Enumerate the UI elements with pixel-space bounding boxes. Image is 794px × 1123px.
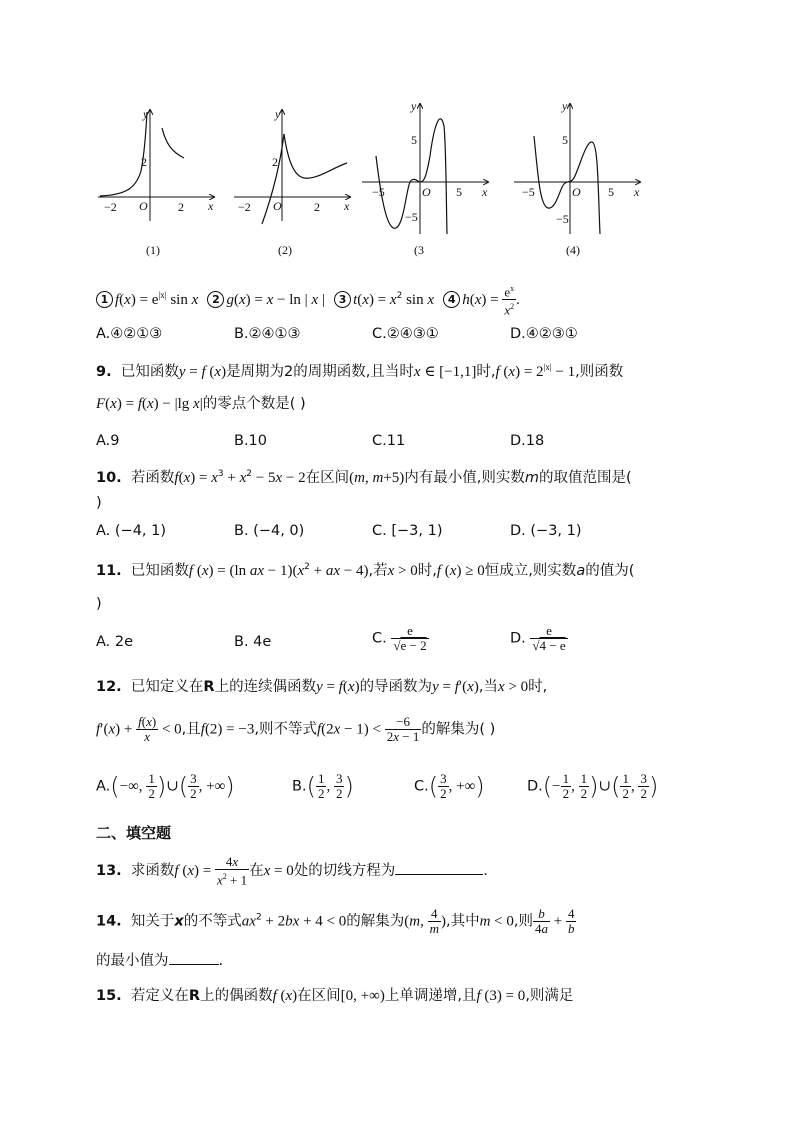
q15-stem-line1: 15. 若定义在R上的偶函数f (x)在区间[0, +∞)上单调递增,且f (3) = 0,则满足 bbox=[96, 988, 574, 1004]
graph-4 bbox=[512, 96, 652, 236]
q10-stem-line2: ) bbox=[96, 495, 102, 511]
q12-text: 的导函数为 bbox=[359, 679, 433, 695]
circle-number: 3 bbox=[334, 291, 351, 308]
q15-text: 上的偶函数 bbox=[200, 988, 273, 1004]
q15-text: ,则满足 bbox=[525, 988, 574, 1004]
tick-label: 5 bbox=[456, 185, 462, 199]
tick-label: 2 bbox=[141, 155, 147, 169]
x-axis-label: x bbox=[208, 199, 214, 213]
q9-stem-line2: F(x) = f(x) − |lg x|的零点个数是( ) bbox=[96, 396, 306, 412]
q15-text: 在区间 bbox=[297, 988, 341, 1004]
q14-text: 的不等式 bbox=[183, 913, 242, 930]
q12-text: ,且 bbox=[181, 721, 201, 738]
x-axis-label: x bbox=[344, 199, 350, 213]
circle-number: 4 bbox=[443, 291, 460, 308]
question-number: 9. bbox=[96, 364, 112, 380]
graph-caption-1: (1) bbox=[146, 243, 160, 257]
q11-text: 已知函数 bbox=[130, 562, 189, 579]
q12-text: 时, bbox=[528, 679, 548, 695]
tick-label: 5 bbox=[411, 133, 417, 147]
option-label: C. bbox=[414, 778, 429, 795]
q12-text: ,当 bbox=[478, 679, 498, 695]
q14-text: ,则 bbox=[513, 913, 533, 930]
q11-option-d[interactable]: D. $\frac{e}{√4 - e}$ bbox=[510, 623, 566, 653]
question-number: 15. bbox=[96, 988, 122, 1004]
section-heading: 二、填空题 bbox=[96, 824, 172, 842]
q10-text: 内有最小值,则实数 bbox=[404, 469, 525, 486]
y-axis-label: y bbox=[411, 99, 417, 113]
q11-text: 时, bbox=[417, 562, 437, 579]
q12-text: 已知定义在 bbox=[130, 679, 204, 695]
q14-stem-line2 bbox=[96, 951, 223, 971]
q9-text: 的零点个数是( ) bbox=[202, 396, 306, 412]
tick-label: 2 bbox=[178, 200, 184, 214]
option-label: D. bbox=[510, 630, 526, 647]
y-axis-label: y bbox=[143, 107, 149, 121]
origin-label: O bbox=[422, 185, 431, 199]
q12-text: 上的连续偶函数 bbox=[214, 679, 317, 695]
x-axis-label: x bbox=[634, 185, 640, 199]
q8-function-list: 1 $f(x) = e^{|x|}$ sin x 2 g(x) = x − ln | x | 3 $t(x) = x^2$ sin x 4 h(x) = $\frac{e^x}{x^2}$ . bbox=[96, 282, 520, 318]
q10-text: 在区间 bbox=[305, 469, 350, 486]
graph-caption-2: (2) bbox=[278, 243, 292, 257]
q9-option-b[interactable]: B.10 bbox=[234, 433, 268, 449]
q10-option-c[interactable]: C. [−3, 1) bbox=[372, 523, 443, 539]
q10-option-b[interactable]: B. (−4, 0) bbox=[234, 523, 305, 539]
q10-stem-line1: 10. 若函数$f(x) = x^3 + x^2 - 5x - 2$在区间(m, m+5)内有最小值,则实数m的取值范围是( bbox=[96, 469, 632, 486]
q10-text: 若函数 bbox=[130, 469, 175, 486]
q10-option-d[interactable]: D. (−3, 1) bbox=[510, 523, 582, 539]
tick-label: 5 bbox=[562, 133, 568, 147]
y-axis-label: y bbox=[275, 107, 281, 121]
q12-option-c[interactable]: C.( $\frac{3}{2}$ , +∞) bbox=[414, 771, 485, 801]
q8-option-c[interactable]: C.②④③① bbox=[372, 326, 439, 342]
q12-option-d[interactable]: D.(− $\frac{1}{2}$ , $\frac{1}{2}$ )∪( $\frac{1}{2}$ , $\frac{3}{2}$ ) bbox=[527, 771, 659, 801]
q10-option-a[interactable]: A. (−4, 1) bbox=[96, 523, 167, 539]
q12-text: 的解集为( ) bbox=[421, 721, 496, 738]
q12-stem-line2: f′(x) + $\frac{f(x)}{x}$ < 0,且f(2) = −3,则不等式f(2x − 1) < $\frac{-6}{2x - 1}$ 的解集为( ) bbox=[96, 714, 496, 744]
q8-option-a[interactable]: A.④②①③ bbox=[96, 326, 163, 342]
q8-option-d[interactable]: D.④②③① bbox=[510, 326, 578, 342]
tick-label: −5 bbox=[372, 185, 385, 199]
graph-1 bbox=[96, 96, 226, 226]
q12-option-b[interactable]: B.( $\frac{1}{2}$ , $\frac{3}{2}$ ) bbox=[292, 771, 354, 801]
q13-text: 求函数 bbox=[130, 863, 175, 880]
circle-number: 1 bbox=[96, 291, 113, 308]
q14-stem-line1: 14. 知关于x的不等式$ax^2 + 2bx + 4 < 0$的解集为(m, $\frac{4}{m}$ ),其中m < 0,则 $\frac{b}{4a}$ + $\frac{4}{b}$ bbox=[96, 906, 575, 936]
graph-3 bbox=[360, 96, 500, 236]
graph-caption-4: (4) bbox=[566, 243, 580, 257]
option-label: D. bbox=[527, 778, 543, 795]
q15-text: 若定义在 bbox=[130, 988, 189, 1004]
q12-text: ,则不等式 bbox=[254, 721, 317, 738]
q13-stem: 13. 求函数f (x) = $\frac{4x}{x^2 + 1}$ 在x = 0处的切线方程为 . bbox=[96, 854, 488, 888]
tick-label: −5 bbox=[522, 185, 535, 199]
q9-text: 时, bbox=[476, 364, 496, 380]
question-number: 13. bbox=[96, 863, 122, 880]
q9-text: ,则函数 bbox=[575, 364, 624, 380]
question-number: 10. bbox=[96, 469, 122, 486]
question-number: 14. bbox=[96, 913, 122, 930]
q9-text: 是周期为2的周期函数,且当时 bbox=[226, 364, 414, 380]
origin-label: O bbox=[273, 199, 282, 213]
q11-text: 的值为( bbox=[585, 562, 635, 579]
q11-stem-line2: ) bbox=[96, 596, 102, 612]
q15-text: 上单调递增,且 bbox=[384, 988, 477, 1004]
q14-text: 的最小值为 bbox=[96, 953, 169, 969]
graph-caption-3: (3 bbox=[414, 243, 424, 257]
origin-label: O bbox=[139, 199, 148, 213]
q11-text: ,若 bbox=[368, 562, 388, 579]
q11-text: 恒成立,则实数 bbox=[484, 562, 577, 579]
graph-2 bbox=[232, 96, 362, 226]
q9-option-d[interactable]: D.18 bbox=[510, 433, 545, 449]
q12-option-a[interactable]: A.(−∞, $\frac{1}{2}$ )∪( $\frac{3}{2}$ , +∞) bbox=[96, 771, 235, 801]
tick-label: 5 bbox=[608, 185, 614, 199]
q13-text: 在 bbox=[249, 863, 264, 880]
q11-stem-line1: 11. 已知函数f (x) = (ln ax − $1)(x^2$ + ax − 4),若x > 0时,f (x) ≥ 0恒成立,则实数a的值为( bbox=[96, 562, 635, 579]
q9-stem-line1: 9. 已知函数y = f (x)是周期为2的周期函数,且当时x ∈ [−1,1]时,f $(x) = 2^{|x|} - 1$,则函数 bbox=[96, 362, 624, 380]
y-axis-label: y bbox=[562, 99, 568, 113]
q9-option-c[interactable]: C.11 bbox=[372, 433, 406, 449]
q11-option-a[interactable]: A. 2e bbox=[96, 634, 134, 650]
option-label: C. bbox=[372, 630, 387, 647]
q11-option-b[interactable]: B. 4e bbox=[234, 634, 272, 650]
q13-text: . bbox=[483, 863, 488, 880]
q14-text: 的解集为 bbox=[346, 913, 405, 930]
x-axis-label: x bbox=[482, 185, 488, 199]
option-label: A. bbox=[96, 778, 111, 795]
q11-option-c[interactable]: C. $\frac{e}{√e - 2}$ bbox=[372, 623, 427, 653]
q14-text: ,其中 bbox=[445, 913, 480, 930]
q8-option-b[interactable]: B.②④①③ bbox=[234, 326, 301, 342]
q12-stem-line1: 12. 已知定义在R上的连续偶函数y = f(x)的导函数为y = f′(x),当x > 0时, bbox=[96, 679, 548, 695]
q14-text: 知关于 bbox=[130, 913, 175, 930]
tick-label: −2 bbox=[104, 200, 117, 214]
circle-number: 2 bbox=[207, 291, 224, 308]
tick-label: −5 bbox=[405, 210, 418, 224]
q9-text: 已知函数 bbox=[120, 364, 179, 380]
q14-text: . bbox=[218, 953, 224, 969]
answer-blank[interactable] bbox=[395, 874, 483, 875]
tick-label: −2 bbox=[238, 200, 251, 214]
origin-label: O bbox=[572, 185, 581, 199]
option-label: B. bbox=[292, 778, 307, 795]
answer-blank[interactable] bbox=[169, 964, 219, 965]
tick-label: −5 bbox=[556, 212, 569, 226]
tick-label: 2 bbox=[314, 200, 320, 214]
q9-option-a[interactable]: A.9 bbox=[96, 433, 120, 449]
question-number: 11. bbox=[96, 562, 122, 579]
tick-label: 2 bbox=[272, 155, 278, 169]
q13-text: 处的切线方程为 bbox=[293, 863, 396, 880]
question-number: 12. bbox=[96, 679, 122, 695]
q10-text: 的取值范围是( bbox=[539, 469, 632, 486]
